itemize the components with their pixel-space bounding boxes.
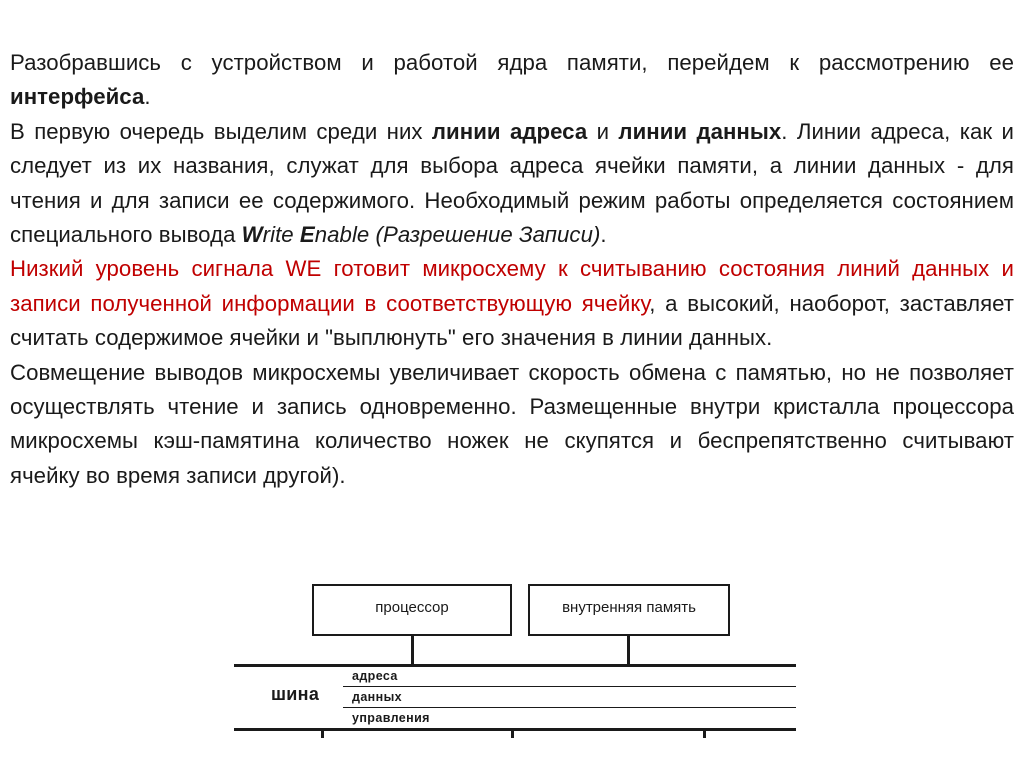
term-w-letter: W	[241, 222, 263, 248]
memory-label: внутренняя память	[562, 598, 696, 616]
bus-tick	[321, 730, 324, 738]
term-write: rite	[262, 222, 300, 248]
paragraph-we-signal	[10, 252, 1014, 355]
paragraph-intro	[10, 46, 1014, 115]
text-span: . Линии адреса, как и следует из их названия, служат для выбора адреса ячейки памяти, а линии данных - для чтения и для записи ее содержимого. Необходимый режим работы определяется состоянием специального вывода	[10, 118, 1014, 248]
text-span: и	[587, 118, 619, 144]
address-line-divider	[343, 686, 796, 687]
processor-box	[312, 584, 512, 636]
term-data-lines: линии данных	[618, 118, 782, 144]
term-e-letter: E	[299, 222, 315, 248]
text-span: Разобравшись с устройством и работой ядра памяти, перейдем к рассмотрению ее	[10, 50, 1014, 75]
text-span: .	[600, 222, 607, 248]
paragraph-lines	[10, 115, 1014, 253]
text-span: , а высокий, наоборот, заставляет считать содержимое ячейки и "выплюнуть" его значения в линии данных.	[10, 290, 1014, 351]
data-line-divider	[343, 707, 796, 708]
address-lines-label: адреса	[352, 669, 398, 683]
text-span: В первую очередь выделим среди них	[10, 118, 432, 144]
bus-label: шина	[271, 684, 320, 704]
data-lines-label: данных	[352, 690, 403, 704]
processor-connector	[411, 635, 414, 665]
memory-connector	[627, 635, 630, 665]
bus-tick	[511, 730, 514, 738]
bus-tick	[703, 730, 706, 738]
text-span: .	[144, 84, 151, 110]
highlight-red-text: Низкий уровень сигнала WE готовит микросхему к считыванию состояния линий данных и записи полученной информации в соответствующую ячейку	[10, 256, 1014, 316]
term-interface: интерфейса	[10, 84, 145, 110]
control-lines-label: управления	[352, 711, 430, 725]
processor-label: процессор	[375, 598, 449, 616]
slide-body-text	[10, 46, 1014, 493]
bus-bottom-line	[234, 728, 796, 731]
memory-box	[528, 584, 730, 636]
text-span: Совмещение выводов микросхемы увеличивает скорость обмена с памятью, но не позволяет осуществлять чтение и запись одновременно. Размещенные внутри кристалла процессора микросхемы кэш-памятина количество ножек не скупятся и беспрепятственно считывают ячейку во время записи другой).	[10, 359, 1014, 488]
paragraph-combining	[10, 356, 1014, 494]
term-address-lines: линии адреса	[431, 118, 588, 144]
bus-top-line	[234, 664, 796, 667]
term-enable: nable (Разрешение Записи)	[314, 222, 601, 248]
